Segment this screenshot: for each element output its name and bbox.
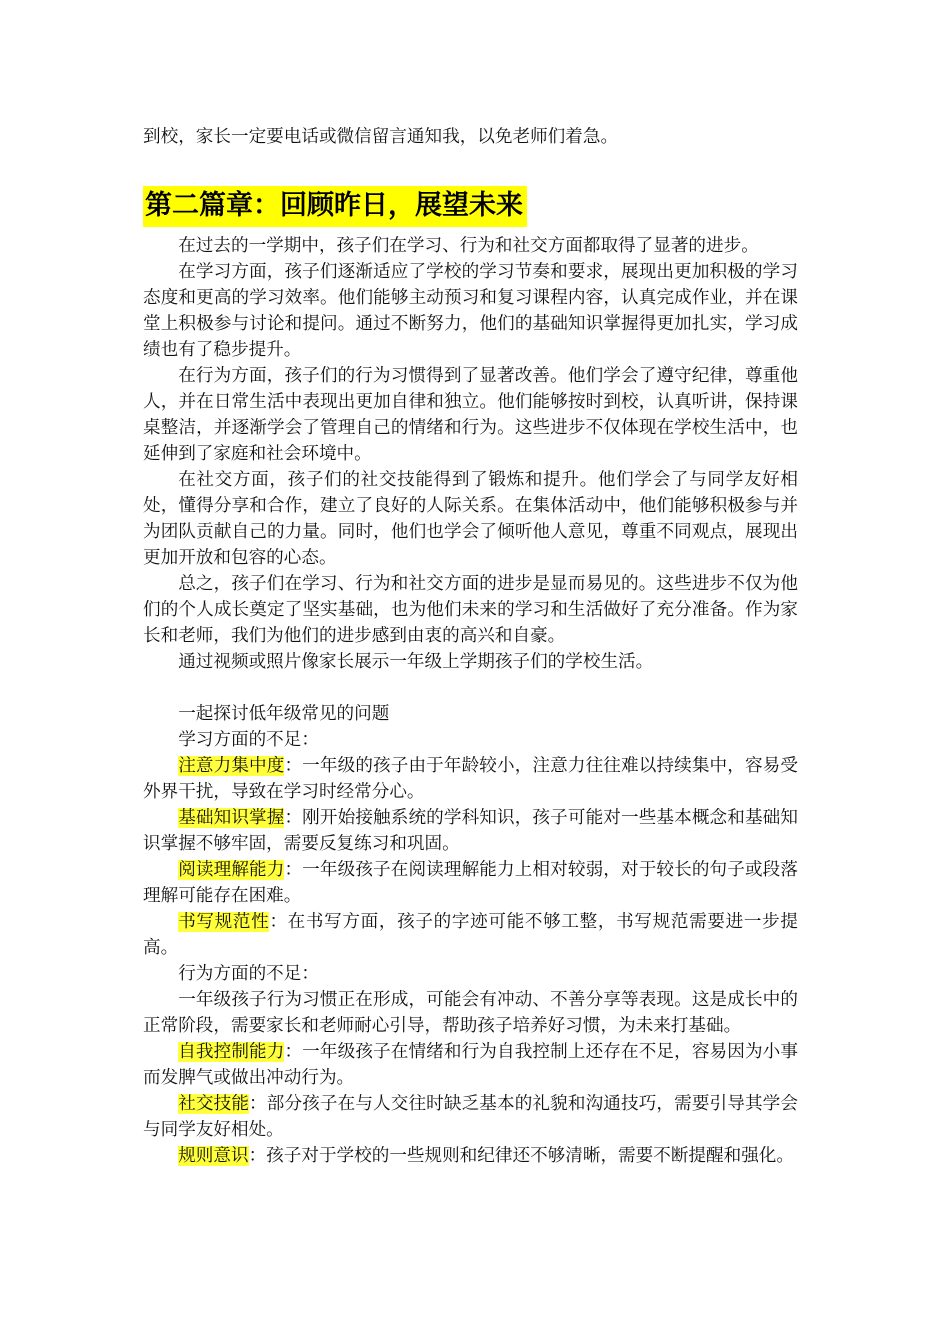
discussion-title: 一起探讨低年级常见的问题 bbox=[178, 704, 390, 724]
highlighted-term: 注意力集中度 bbox=[178, 756, 285, 776]
highlighted-term: 规则意识 bbox=[178, 1146, 249, 1166]
intro-line: 到校，家长一定要电话或微信留言通知我，以免老师们着急。 bbox=[143, 127, 619, 147]
behavior-heading: 行为方面的不足： bbox=[178, 964, 319, 984]
paragraph-video: 通过视频或照片像家长展示一年级上学期孩子们的学校生活。 bbox=[178, 652, 654, 672]
item-text: ：在书写方面，孩子的字迹可能不够工整，书写规范需要进一步提高。 bbox=[143, 912, 798, 958]
learning-item-reading bbox=[143, 857, 798, 909]
item-text: ：一年级的孩子由于年龄较小，注意力往往难以持续集中，容易受外界干扰，导致在学习时经常分心。 bbox=[143, 756, 798, 802]
highlighted-term: 自我控制能力 bbox=[178, 1042, 285, 1062]
item-text: ：部分孩子在与人交往时缺乏基本的礼貌和沟通技巧，需要引导其学会与同学友好相处。 bbox=[143, 1094, 798, 1140]
spacer bbox=[143, 675, 798, 701]
item-text: ：孩子对于学校的一些规则和纪律还不够清晰，需要不断提醒和强化。 bbox=[248, 1146, 794, 1166]
learning-heading: 学习方面的不足： bbox=[178, 730, 319, 750]
paragraph-social: 在社交方面，孩子们的社交技能得到了锻炼和提升。他们学会了与同学友好相处，懂得分享和合作，建立了良好的人际关系。在集体活动中，他们能够积极参与并为团队贡献自己的力量。同时，他们也学会了倾听他人意见，尊重不同观点，展现出更加开放和包容的心态。 bbox=[143, 470, 798, 568]
learning-item-writing bbox=[143, 909, 798, 961]
paragraph-progress: 在过去的一学期中，孩子们在学习、行为和社交方面都取得了显著的进步。 bbox=[178, 236, 759, 256]
behavior-item-rules bbox=[143, 1143, 798, 1169]
highlighted-term: 基础知识掌握 bbox=[178, 808, 285, 828]
chapter-heading bbox=[143, 150, 798, 233]
paragraph-behavior: 在行为方面，孩子们的行为习惯得到了显著改善。他们学会了遵守纪律，尊重他人，并在日常生活中表现出更加自律和独立。他们能够按时到校，认真听讲，保持课桌整洁，并逐渐学会了管理自己的情绪和行为。这些进步不仅体现在学校生活中，也延伸到了家庭和社会环境中。 bbox=[143, 366, 798, 464]
behavior-item-self-control bbox=[143, 1039, 798, 1091]
item-text: ：一年级孩子在阅读理解能力上相对较弱，对于较长的句子或段落理解可能存在困难。 bbox=[143, 860, 798, 906]
highlighted-term: 社交技能 bbox=[178, 1094, 250, 1114]
item-text: ：一年级孩子在情绪和行为自我控制上还存在不足，容易因为小事而发脾气或做出冲动行为。 bbox=[143, 1042, 798, 1088]
learning-item-attention bbox=[143, 753, 798, 805]
page-content bbox=[143, 124, 798, 1169]
paragraph-learning: 在学习方面，孩子们逐渐适应了学校的学习节奏和要求，展现出更加积极的学习态度和更高的学习效率。他们能够主动预习和复习课程内容，认真完成作业，并在课堂上积极参与讨论和提问。通过不断努力，他们的基础知识掌握得更加扎实，学习成绩也有了稳步提升。 bbox=[143, 262, 798, 360]
highlighted-term: 书写规范性 bbox=[178, 912, 270, 932]
item-text: ：刚开始接触系统的学科知识，孩子可能对一些基本概念和基础知识掌握不够牢固，需要反复练习和巩固。 bbox=[143, 808, 798, 854]
highlighted-term: 阅读理解能力 bbox=[178, 860, 285, 880]
behavior-intro: 一年级孩子行为习惯正在形成，可能会有冲动、不善分享等表现。这是成长中的正常阶段，需要家长和老师耐心引导，帮助孩子培养好习惯，为未来打基础。 bbox=[143, 990, 798, 1036]
behavior-item-social-skills bbox=[143, 1091, 798, 1143]
paragraph-summary: 总之，孩子们在学习、行为和社交方面的进步是显而易见的。这些进步不仅为他们的个人成长奠定了坚实基础，也为他们未来的学习和生活做好了充分准备。作为家长和老师，我们为他们的进步感到由衷的高兴和自豪。 bbox=[143, 574, 798, 646]
learning-item-basics bbox=[143, 805, 798, 857]
chapter-title: 第二篇章：回顾昨日，展望未来 bbox=[143, 186, 527, 227]
